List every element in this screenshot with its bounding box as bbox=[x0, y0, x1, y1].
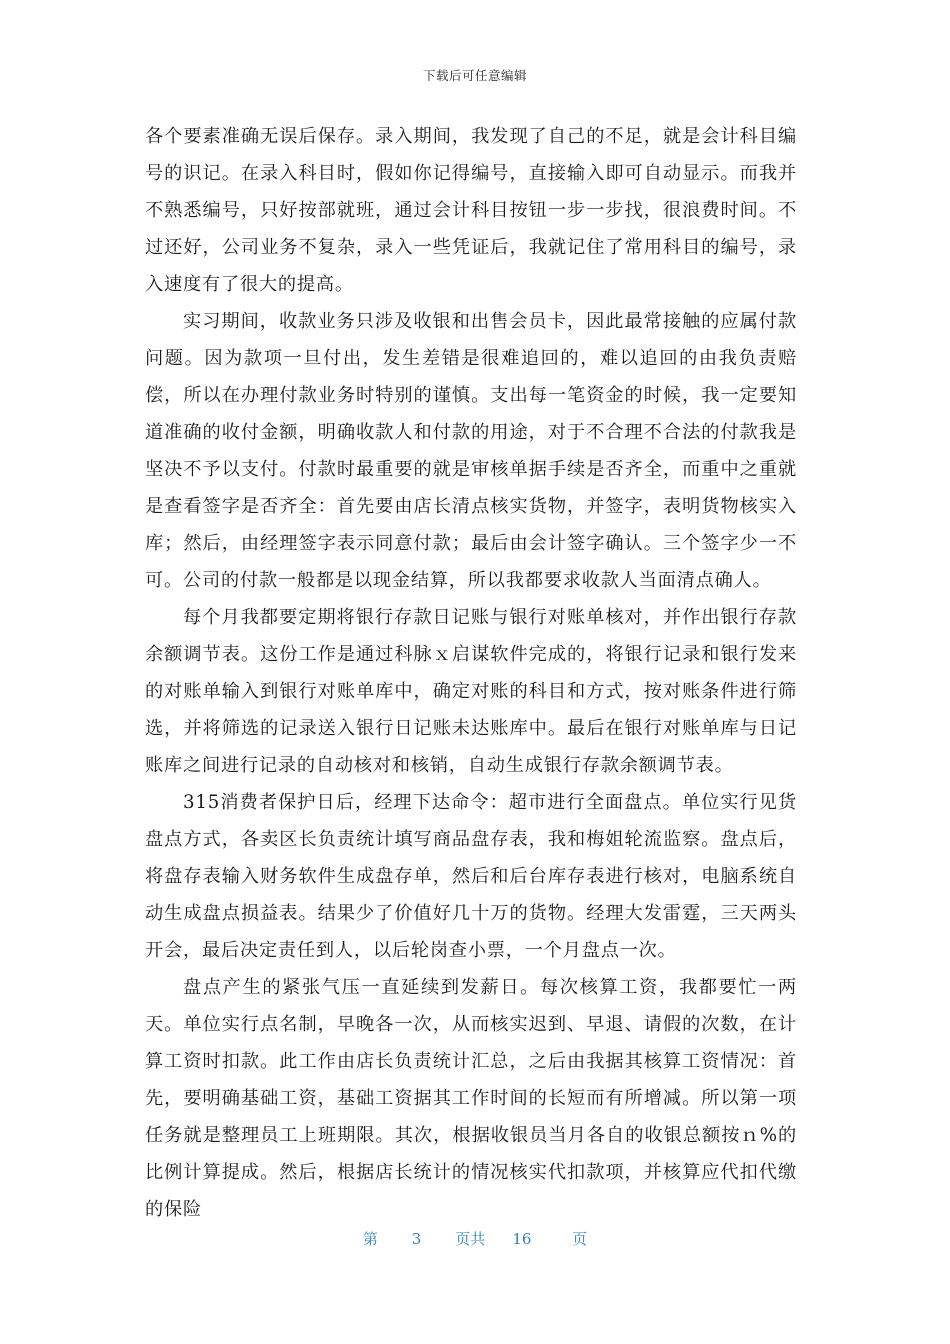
paragraph-payment: 实习期间，收款业务只涉及收银和出售会员卡，因此最常接触的应属付款问题。因为款项一旦付出，发生差错是很难追回的，难以追回的由我负责赔偿，所以在办理付款业务时特别的谨慎。支出每一笔资金的时候，我一定要知道准确的收付金额，明确收款人和付款的用途，对于不合理不合法的付款我是坚决不予以支付。付款时最重要的就是审核单据手续是否齐全，而重中之重就是查看签字是否齐全：首先要由店长清点核实货物，并签字，表明货物核实入库；然后，由经理签字表示同意付款；最后由会计签字确认。三个签字少一不可。公司的付款一般都是以现金结算，所以我都要求收款人当面清点确人。 bbox=[145, 311, 797, 591]
footer-prefix: 第 bbox=[362, 1230, 378, 1248]
paragraph-bank-reconciliation: 每个月我都要定期将银行存款日记账与银行对账单核对，并作出银行存款余额调节表。这份工作是通过科脉ｘ启谋软件完成的，将银行记录和银行发来的对账单输入到银行对账单库中，确定对账的科目和方式，按对账条件进行筛选，并将筛选的记录送入银行日记账未达账库中。最后在银行对账单库与日记账库之间进行记录的自动核对和核销，自动生成银行存款余额调节表。 bbox=[145, 607, 797, 776]
footer-middle: 页共 bbox=[455, 1230, 486, 1248]
page-number-footer bbox=[0, 1228, 950, 1249]
paragraph-continued: 各个要素准确无误后保存。录入期间，我发现了自己的不足，就是会计科目编号的识记。在录入科目时，假如你记得编号，直接输入即可自动显示。而我并不熟悉编号，只好按部就班，通过会计科目按钮一步一步找，很浪费时间。不过还好，公司业务不复杂，录入一些凭证后，我就记住了常用科目的编号，录入速度有了很大的提高。 bbox=[145, 126, 797, 295]
page-header: 下载后可任意编辑 bbox=[422, 68, 527, 83]
footer-suffix: 页 bbox=[572, 1230, 588, 1248]
footer-current-page: 3 bbox=[411, 1230, 422, 1248]
footer-total-pages: 16 bbox=[512, 1230, 532, 1248]
document-body bbox=[145, 118, 797, 1228]
paragraph-payroll: 盘点产生的紧张气压一直延续到发薪日。每次核算工资，我都要忙一两天。单位实行点名制，早晚各一次，从而核实迟到、早退、请假的次数，在计算工资时扣款。此工作由店长负责统计汇总，之后由我据其核算工资情况：首先，要明确基础工资，基础工资据其工作时间的长短而有所增减。所以第一项任务就是整理员工上班期限。其次，根据收银员当月各自的收银总额按ｎ%的比例计算提成。然后，根据店长统计的情况核实代扣款项，并核算应代扣代缴的保险 bbox=[145, 977, 797, 1220]
paragraph-inventory: 315消费者保护日后，经理下达命令：超市进行全面盘点。单位实行见货盘点方式，各卖区长负责统计填写商品盘存表，我和梅姐轮流监察。盘点后，将盘存表输入财务软件生成盘存单，然后和后台库存表进行核对，电脑系统自动生成盘点损益表。结果少了价值好几十万的货物。经理大发雷霆，三天两头开会，最后决定责任到人，以后轮岗查小票，一个月盘点一次。 bbox=[145, 792, 797, 961]
